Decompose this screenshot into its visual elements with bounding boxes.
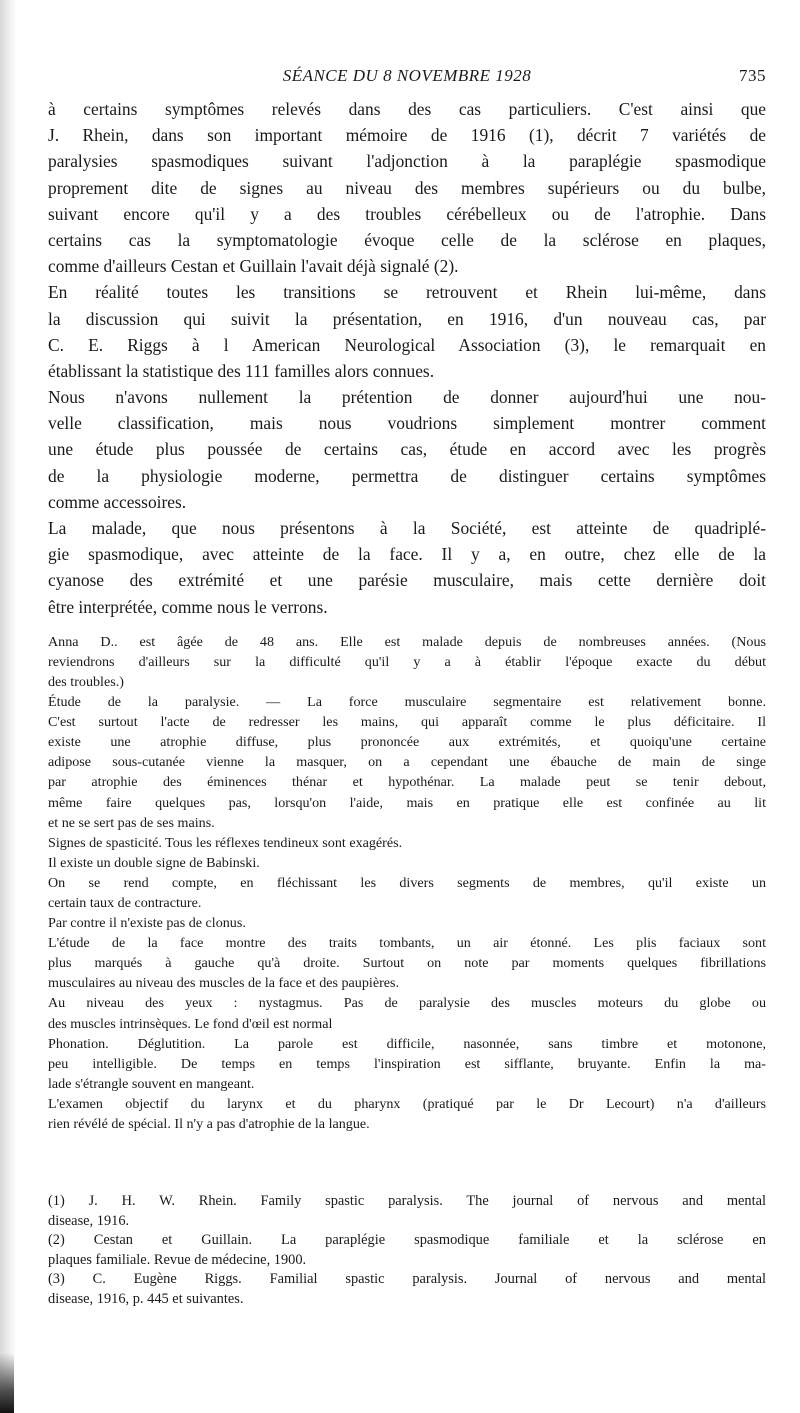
case-line: peu intelligible. De temps en temps l'inspiration est sifflante, bruyante. Enfin la ma- [48, 1055, 766, 1072]
text-line: C. E. Riggs à l American Neurological Association (3), le remarquait en [48, 334, 766, 355]
page-corner-mark [0, 1353, 14, 1413]
running-title: SÉANCE DU 8 NOVEMBRE 1928 [282, 66, 532, 85]
case-line: On se rend compte, en fléchissant les divers segments de membres, qu'il existe un [48, 874, 766, 891]
text-line: de la physiologie moderne, permettra de distinguer certains symptômes [48, 465, 766, 486]
case-line: musculaires au niveau des muscles de la face et des paupières. [48, 975, 400, 992]
main-text [48, 96, 766, 1134]
footnote-line: (2) Cestan et Guillain. La paraplégie spasmodique familiale et la sclérose en [48, 1232, 766, 1248]
case-line: Étude de la paralysie. — La force musculaire segmentaire est relativement bonne. [48, 694, 766, 711]
footnote-line: disease, 1916. [48, 1212, 130, 1229]
case-line: reviendrons d'ailleurs sur la difficulté qu'il y a à établir l'époque exacte du début [48, 653, 766, 670]
text-line: En réalité toutes les transitions se retrouvent et Rhein lui-même, dans [48, 282, 766, 303]
case-line: et ne se sert pas de ses mains. [48, 814, 215, 831]
case-line: C'est surtout l'acte de redresser les mains, qui apparaît comme le plus déficitaire. Il [48, 714, 766, 731]
text-line: certains cas la symptomatologie évoque celle de la sclérose en plaques, [48, 229, 766, 250]
case-line: plus marqués à gauche qu'à droite. Surtout on note par moments quelques fibrillations [48, 955, 766, 972]
case-line: L'examen objectif du larynx et du pharynx (pratiqué par le Dr Lecourt) n'a d'ailleurs [48, 1095, 766, 1112]
footnote-line: (3) C. Eugène Riggs. Familial spastic paralysis. Journal of nervous and mental [48, 1271, 766, 1287]
text-line: comme accessoires. [48, 491, 187, 512]
paragraph [48, 515, 766, 620]
case-line: Anna D.. est âgée de 48 ans. Elle est malade depuis de nombreuses années. (Nous [48, 633, 766, 650]
text-line: être interprétée, comme nous le verrons. [48, 596, 328, 617]
text-line: paralysies spasmodiques suivant l'adjonction à la paraplégie spasmodique [48, 151, 766, 172]
case-line: Au niveau des yeux : nystagmus. Pas de paralysie des muscles moteurs du globe ou [48, 995, 766, 1012]
paragraph [48, 384, 766, 515]
case-line: des troubles.) [48, 673, 124, 690]
text-line: velle classification, mais nous voudrions simplement montrer comment [48, 413, 766, 434]
page-header [48, 66, 766, 90]
case-line: Phonation. Déglutition. La parole est difficile, nasonnée, sans timbre et motonone, [48, 1035, 766, 1052]
page-gutter-shadow [0, 0, 16, 1413]
text-line: cyanose des extrémité et une parésie musculaire, mais cette dernière doit [48, 570, 766, 591]
text-line: comme d'ailleurs Cestan et Guillain l'avait déjà signalé (2). [48, 256, 459, 277]
case-line: Par contre il n'existe pas de clonus. [48, 915, 246, 932]
case-line: des muscles intrinsèques. Le fond d'œil est normal [48, 1015, 333, 1032]
footnote-line: plaques familiale. Revue de médecine, 1900. [48, 1251, 307, 1268]
case-line: même faire quelques pas, lorsqu'on l'aide, mais en pratique elle est confinée au lit [48, 794, 766, 811]
paragraph [48, 96, 766, 279]
text-line: proprement dite de signes au niveau des membres supérieurs ou du bulbe, [48, 177, 766, 198]
footnote-line: disease, 1916, p. 445 et suivantes. [48, 1290, 244, 1307]
footnote-line: (1) J. H. W. Rhein. Family spastic paralysis. The journal of nervous and mental [48, 1193, 766, 1209]
case-line: adipose sous-cutanée vienne la masquer, on a cependant une ébauche de main de singe [48, 754, 766, 771]
paragraph [48, 279, 766, 384]
text-line: La malade, que nous présentons à la Société, est atteinte de quadriplé- [48, 518, 766, 538]
case-line: par atrophie des éminences thénar et hypothénar. La malade peut se tenir debout, [48, 774, 766, 791]
case-line: rien révélé de spécial. Il n'y a pas d'atrophie de la langue. [48, 1116, 370, 1132]
case-line: existe une atrophie diffuse, plus prononcée aux extrémités, et quoiqu'une certaine [48, 734, 766, 751]
case-line: Signes de spasticité. Tous les réflexes tendineux sont exagérés. [48, 834, 403, 851]
case-line: certain taux de contracture. [48, 894, 202, 911]
case-line: lade s'étrangle souvent en mangeant. [48, 1075, 255, 1092]
page-number: 735 [739, 66, 766, 85]
text-line: à certains symptômes relevés dans des cas particuliers. C'est ainsi que [48, 99, 766, 119]
text-line: J. Rhein, dans son important mémoire de 1916 (1), décrit 7 variétés de [48, 125, 766, 146]
text-line: la discussion qui suivit la présentation, en 1916, d'un nouveau cas, par [48, 308, 766, 329]
case-report [48, 632, 766, 1134]
case-line: Il existe un double signe de Babinski. [48, 854, 260, 871]
case-line: L'étude de la face montre des traits tombants, un air étonné. Les plis faciaux sont [48, 935, 766, 952]
text-line: suivant encore qu'il y a des troubles cérébelleux ou de l'atrophie. Dans [48, 203, 766, 224]
text-line: une étude plus poussée de certains cas, étude en accord avec les progrès [48, 439, 766, 460]
text-line: Nous n'avons nullement la prétention de donner aujourd'hui une nou- [48, 387, 766, 408]
text-line: établissant la statistique des 111 familles alors connues. [48, 360, 435, 381]
footnotes [48, 1192, 766, 1309]
text-line: gie spasmodique, avec atteinte de la face. Il y a, en outre, chez elle de la [48, 544, 766, 565]
